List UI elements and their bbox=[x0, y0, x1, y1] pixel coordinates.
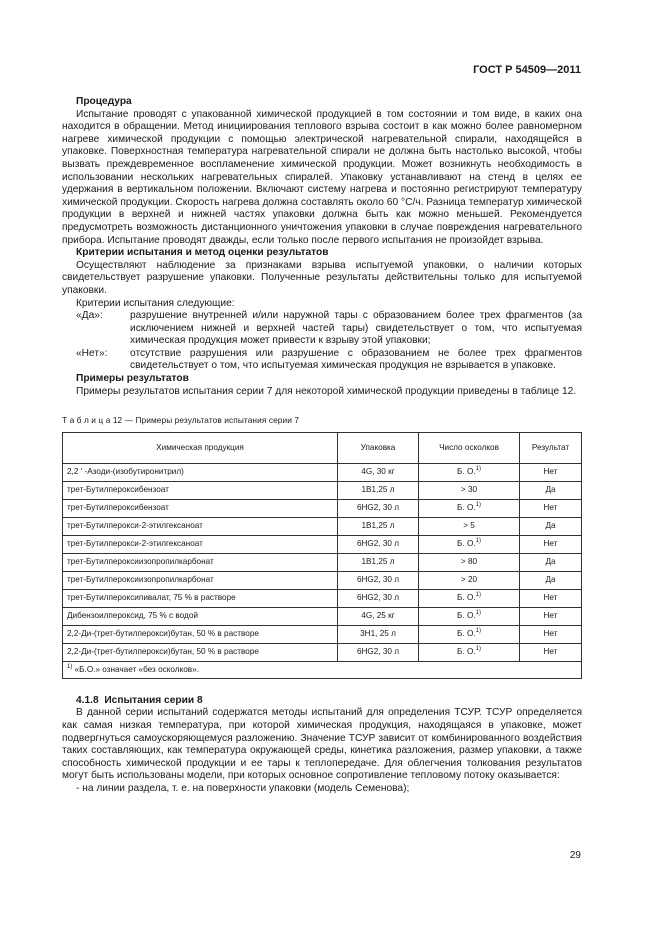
table-row bbox=[63, 625, 582, 643]
cell-text: Б. О. bbox=[457, 629, 476, 639]
cell-text: трет-Бутилперокси-2-этилгексаноат bbox=[67, 539, 203, 549]
cell-result bbox=[520, 571, 582, 589]
criterion-text: отсутствие разрушения или разрушение с образованием не более трех фрагментов свидетельствует о том, что испытуемая химическая продукция не взрывается в упаковке. bbox=[130, 347, 582, 372]
cell-product bbox=[63, 535, 338, 553]
cell-result bbox=[520, 499, 582, 517]
table-row bbox=[63, 463, 582, 481]
procedure-heading: Процедура bbox=[76, 96, 132, 107]
footnote-ref: 1) bbox=[475, 592, 481, 599]
footnote-ref: 1) bbox=[475, 466, 481, 473]
cell-product bbox=[63, 571, 338, 589]
cell-product bbox=[63, 517, 338, 535]
footnote-ref: 1) bbox=[475, 610, 481, 617]
cell-fragments bbox=[419, 589, 520, 607]
cell-fragments bbox=[419, 463, 520, 481]
cell-package bbox=[338, 535, 419, 553]
cell-text: 6HG2, 30 л bbox=[356, 647, 400, 657]
cell-text: Нет bbox=[543, 629, 558, 639]
footnote-marker: 1) bbox=[67, 663, 73, 670]
table-row bbox=[63, 643, 582, 661]
cell-text: 6HG2, 30 л bbox=[356, 503, 400, 513]
table-row bbox=[63, 517, 582, 535]
section-heading bbox=[62, 695, 582, 708]
cell-text: 1В1,25 л bbox=[361, 485, 395, 495]
cell-text: трет-Бутилпероксипивалат, 75 % в растворе bbox=[67, 593, 236, 603]
cell-text: трет-Бутилпероксиизопропилкарбонат bbox=[67, 557, 214, 567]
document-header: ГОСТ Р 54509—2011 bbox=[473, 64, 581, 76]
cell-text: 1В1,25 л bbox=[361, 557, 395, 567]
criterion-yes bbox=[62, 310, 582, 348]
cell-text: трет-Бутилпероксибензоат bbox=[67, 485, 169, 495]
cell-text: 4G, 25 кг bbox=[361, 611, 395, 621]
cell-text: Да bbox=[545, 575, 556, 585]
cell-package bbox=[338, 481, 419, 499]
cell-text: Да bbox=[545, 521, 556, 531]
cell-package bbox=[338, 499, 419, 517]
criterion-no bbox=[62, 348, 582, 373]
cell-result bbox=[520, 625, 582, 643]
cell-text: Дибензоилпероксид, 75 % с водой bbox=[67, 611, 198, 621]
footnote-text: «Б.О.» означает «без осколков». bbox=[74, 664, 199, 674]
cell-product bbox=[63, 553, 338, 571]
cell-text: Нет bbox=[543, 593, 558, 603]
cell-fragments bbox=[419, 517, 520, 535]
cell-text: > 20 bbox=[460, 575, 478, 585]
cell-package bbox=[338, 607, 419, 625]
cell-product bbox=[63, 625, 338, 643]
cell-text: Нет bbox=[543, 647, 558, 657]
cell-text: > 5 bbox=[463, 521, 475, 531]
cell-package bbox=[338, 643, 419, 661]
criteria-paragraph: Осуществляют наблюдение за признаками взрыва испытуемой упаковки, о наличии которых свидетельствует разрушение упаковки. Полученные результаты действительны только для испытуемой упаковки. bbox=[62, 259, 582, 296]
cell-text: Нет bbox=[543, 503, 558, 513]
table-row bbox=[63, 607, 582, 625]
cell-package bbox=[338, 571, 419, 589]
cell-result bbox=[520, 481, 582, 499]
cell-text: 4G, 30 кг bbox=[361, 467, 395, 477]
cell-result bbox=[520, 535, 582, 553]
cell-result bbox=[520, 607, 582, 625]
results-table bbox=[62, 432, 582, 679]
cell-text: Нет bbox=[543, 539, 558, 549]
cell-text: Да bbox=[545, 557, 556, 567]
column-header: Число осколков bbox=[419, 432, 520, 463]
table-row bbox=[63, 571, 582, 589]
cell-text: Б. О. bbox=[457, 647, 476, 657]
section-paragraph: В данной серии испытаний содержатся методы испытаний для определения ТСУР. ТСУР определяется как самая низкая температура, при которой химическая продукция, находящаяся в упаковке, может подвергнуться самоускоряющемуся разложению. Значение ТСУР зависит от комбинированного воздействия таких составляющих, как температура окружающей среды, кинетика разложения, размер упаковки, а также способность химической продукции и ее тары к теплопередаче. Для облегчения толкования результатов могут быть использованы модели, при которых основное сопротивление тепловому потоку оказывается: bbox=[62, 707, 582, 782]
cell-result bbox=[520, 463, 582, 481]
criteria-heading: Критерии испытания и метод оценки результатов bbox=[76, 247, 329, 259]
table-footnote-row bbox=[63, 661, 582, 678]
cell-product bbox=[63, 643, 338, 661]
cell-fragments bbox=[419, 607, 520, 625]
table-row bbox=[63, 553, 582, 571]
section-number: 4.1.8 bbox=[76, 694, 99, 706]
cell-result bbox=[520, 517, 582, 535]
cell-text: Да bbox=[545, 485, 556, 495]
cell-text: 3Н1, 25 л bbox=[360, 629, 396, 639]
cell-result bbox=[520, 553, 582, 571]
cell-product bbox=[63, 589, 338, 607]
cell-text: 1В1,25 л bbox=[361, 521, 395, 531]
table-body bbox=[63, 463, 582, 661]
cell-product bbox=[63, 607, 338, 625]
footnote-ref: 1) bbox=[475, 538, 481, 545]
cell-fragments bbox=[419, 499, 520, 517]
criterion-label: «Нет»: bbox=[76, 347, 108, 359]
cell-result bbox=[520, 643, 582, 661]
cell-product bbox=[63, 499, 338, 517]
section-bullet: - на линии раздела, т. е. на поверхности упаковки (модель Семенова); bbox=[76, 783, 410, 794]
cell-fragments bbox=[419, 643, 520, 661]
cell-package bbox=[338, 553, 419, 571]
cell-text: > 30 bbox=[460, 485, 478, 495]
cell-package bbox=[338, 463, 419, 481]
cell-text: Б. О. bbox=[457, 539, 476, 549]
table-row bbox=[63, 535, 582, 553]
column-header: Химическая продукция bbox=[63, 432, 338, 463]
cell-package bbox=[338, 517, 419, 535]
criteria-list-intro: Критерии испытания следующие: bbox=[76, 297, 235, 309]
table-row bbox=[63, 499, 582, 517]
cell-text: 6HG2, 30 л bbox=[356, 539, 400, 549]
cell-fragments bbox=[419, 481, 520, 499]
table-footnote bbox=[63, 661, 582, 678]
cell-text: Б. О. bbox=[457, 503, 476, 513]
criterion-text: разрушение внутренней и/или наружной тары с образованием более трех фрагментов (за исключением нижней и верхней частей тары) свидетельствует о том, что испытуемая химическая продукция может привести к взрыву этой упаковки; bbox=[130, 310, 582, 347]
cell-text: трет-Бутилперокси-2-этилгексаноат bbox=[67, 521, 203, 531]
footnote-ref: 1) bbox=[475, 628, 481, 635]
column-header: Результат bbox=[520, 432, 582, 463]
cell-text: 6HG2, 30 л bbox=[356, 575, 400, 585]
cell-product bbox=[63, 463, 338, 481]
cell-text: 2,2-Ди-(трет-бутилперокси)бутан, 50 % в растворе bbox=[67, 647, 259, 657]
cell-text: Б. О. bbox=[457, 593, 476, 603]
footnote-ref: 1) bbox=[475, 502, 481, 509]
cell-text: 2,2 ʹ -Азоди-(изобутиронитрил) bbox=[67, 467, 184, 477]
table-header-row bbox=[63, 432, 582, 463]
cell-text: трет-Бутилпероксиизопропилкарбонат bbox=[67, 575, 214, 585]
examples-heading: Примеры результатов bbox=[76, 373, 189, 385]
cell-text: 2,2-Ди-(трет-бутилперокси)бутан, 50 % в растворе bbox=[67, 629, 259, 639]
cell-result bbox=[520, 589, 582, 607]
cell-package bbox=[338, 589, 419, 607]
cell-fragments bbox=[419, 571, 520, 589]
criterion-label: «Да»: bbox=[76, 310, 103, 322]
column-header: Упаковка bbox=[338, 432, 419, 463]
table-caption: Т а б л и ц а 12 — Примеры результатов испытания серии 7 bbox=[62, 415, 300, 426]
cell-fragments bbox=[419, 625, 520, 643]
cell-text: Б. О. bbox=[457, 611, 476, 621]
cell-text: Нет bbox=[543, 467, 558, 477]
cell-product bbox=[63, 481, 338, 499]
cell-package bbox=[338, 625, 419, 643]
table-row bbox=[63, 589, 582, 607]
cell-text: 6HG2, 30 л bbox=[356, 593, 400, 603]
cell-fragments bbox=[419, 553, 520, 571]
cell-text: Б. О. bbox=[457, 467, 476, 477]
examples-paragraph: Примеры результатов испытания серии 7 для некоторой химической продукции приведены в таблице 12. bbox=[76, 385, 577, 397]
page-number: 29 bbox=[569, 850, 581, 861]
cell-fragments bbox=[419, 535, 520, 553]
page-content bbox=[62, 96, 582, 796]
cell-text: Нет bbox=[543, 611, 558, 621]
cell-text: > 80 bbox=[460, 557, 478, 567]
footnote-ref: 1) bbox=[475, 646, 481, 653]
section-title: Испытания серии 8 bbox=[104, 694, 203, 706]
table-row bbox=[63, 481, 582, 499]
procedure-paragraph: Испытание проводят с упакованной химической продукцией в том состоянии и том виде, в каких она находится в обращении. Метод инициирования теплового взрыва состоит в как можно более равномерном нагреве химической продукции с помощью электрической нагревательной спирали, находящейся в упаковке. Поверхностная температура нагревательной спирали не должна быть настолько высокой, чтобы вызвать преждевременное воспламенение химической продукции. Может возникнуть необходимость в использовании нескольких нагревательных спиралей. Упаковку устанавливают на стенд в целях ее удержания в вертикальном положении. Включают систему нагрева и постоянно регистрируют температуру химической продукции. Скорость нагрева должна составлять около 60 °С/ч. Разница температур химической продукции в верхней и нижней частях упаковки должна быть как можно меньшей. Рекомендуется предусмотреть возможность дистанционного уничтожения упаковки в случае повреждения нагревательного прибора. Испытание проводят дважды, если только после первого испытания не произойдет взрыва. bbox=[62, 108, 582, 246]
cell-text: трет-Бутилпероксибензоат bbox=[67, 503, 169, 513]
